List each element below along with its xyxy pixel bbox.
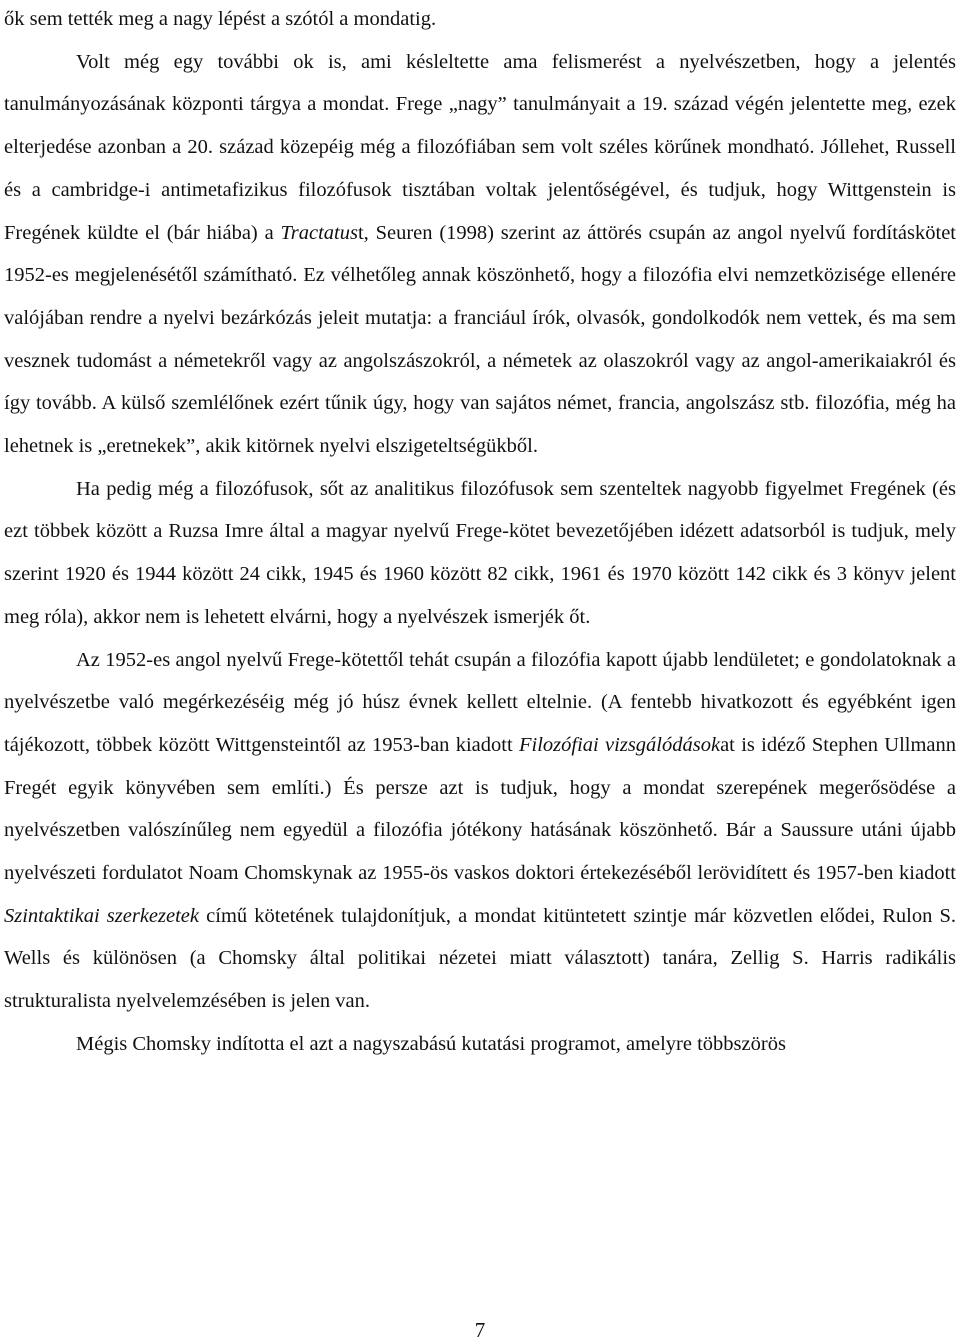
paragraph-continuation [4, 0, 956, 41]
page-number: 7 [474, 1318, 486, 1342]
paragraph-late-recognition [4, 41, 956, 468]
text-run: Volt még egy további ok is, ami késleltette ama felismerést a nyelvészetben, hogy a jelentés tanulmányozásának központi tárgya a mondat. Frege „nagy” tanulmányait a 19. század végén jelentette meg, ezek elterjedése azonban a 20. század közepéig még a filozófiában sem volt széles körűnek mondható. Jóllehet, Russell és a cambridge-i antimetafizikus filozófusok tisztában voltak jelentőségével, és tudjuk, hogy Wittgenstein is Fregének küldte el (bár hiába) a [4, 50, 956, 244]
italic-title-run: Filozófiai vizsgálódások [519, 733, 721, 756]
paragraph-1952-volume [4, 639, 956, 1023]
paragraph-chomsky [4, 1023, 956, 1066]
text-run: Mégis Chomsky indította el azt a nagyszabású kutatási programot, amelyre többszörös [76, 1032, 786, 1055]
italic-title-run: Tractatus [280, 221, 358, 244]
paragraph-frege-reception [4, 468, 956, 639]
italic-title-run: Szintaktikai szerkezetek [4, 904, 200, 927]
text-run: at is idéző Stephen Ullmann Fregét egyik könyvében sem említi.) És persze azt is tudjuk, hogy a mondat szerepének megerősödése a nyelvészetben valószínűleg nem egyedül a filozófia jótékony hatásának köszönhető. Bár a Saussure utáni újabb nyelvészeti fordulatot Noam Chomskynak az 1955-ös vaskos doktori értekezéséből lerövidített és 1957-ben kiadott [4, 733, 957, 885]
body-text [4, 0, 956, 1066]
text-run: ők sem tették meg a nagy lépést a szótól a mondatig. [4, 8, 437, 30]
text-run: Az 1952-es angol nyelvű Frege-kötettől tehát csupán a filozófia kapott újabb lendületet; e gondolatoknak a nyelvészetbe való megérkezéséig még jó húsz évnek kellett eltelnie. (A fentebb hivatkozott és egyébként igen tájékozott, többek között Wittgensteintől az 1953-ban kiadott [4, 648, 956, 756]
text-run: t, Seuren (1998) szerint az áttörés csupán az angol nyelvű fordításkötet 1952-es megjelenésétől számítható. Ez vélhetőleg annak köszönhető, hogy a filozófia elvi nemzetközisége ellenére valójában rendre a nyelvi bezárkózás jeleit mutatja: a franciául írók, olvasók, gondolkodók nem vettek, és ma sem vesznek tudomást a németekről vagy az angolszászokról, a németek az olaszokról vagy az angol-amerikaiakról és így tovább. A külső szemlélőnek ezért tűnik úgy, hogy van sajátos német, francia, angolszász stb. filozófia, még ha lehetnek is „eretnekek”, akik kitörnek nyelvi elszigeteltségükből. [4, 221, 956, 458]
text-run: című kötetének tulajdonítjuk, a mondat kitüntetett szintje már közvetlen elődei, Rulon S. Wells és különösen (a Chomsky által politikai nézetei miatt választott) tanára, Zellig S. Harris radikális strukturalista nyelvelemzésében is jelen van. [4, 904, 957, 1013]
text-run: Ha pedig még a filozófusok, sőt az analitikus filozófusok sem szenteltek nagyobb figyelmet Fregének (és ezt többek között a Ruzsa Imre által a magyar nyelvű Frege-kötet bevezetőjében idézett adatsorból is tudjuk, mely szerint 1920 és 1944 között 24 cikk, 1945 és 1960 között 82 cikk, 1961 és 1970 között 142 cikk és 3 könyv jelent meg róla), akkor nem is lehetett elvárni, hogy a nyelvészek ismerjék őt. [4, 477, 956, 628]
